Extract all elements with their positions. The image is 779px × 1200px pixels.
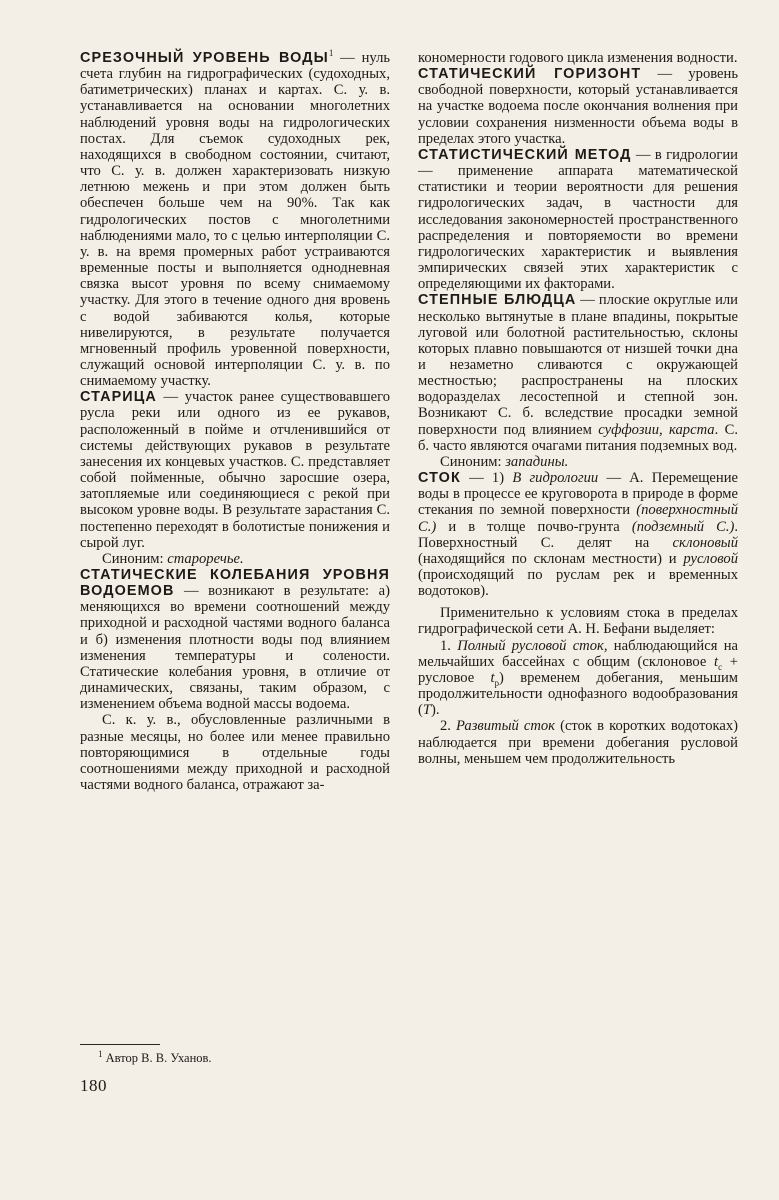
footnote-mark: 1 — [328, 48, 334, 59]
entry-body: (находящийся по склонам местности) и — [418, 550, 684, 567]
formula-subscript: с — [718, 661, 723, 672]
entry-staticheskie-kolebaniya — [80, 567, 390, 712]
formula-subscript: р — [494, 677, 500, 688]
entry-srezochnyi-uroven — [80, 50, 390, 389]
entry-statisticheskii-metod — [418, 147, 738, 292]
entry-body: нуль счета глубин на гидрографических (судоходных, батиметрических) планах и картах. С. у. в. устанавливается на основании многолетних наблюдений уровня воды на гидрологических постах. Для съемок судоходных рек, находящихся в свободном состоянии, считают, что С. у. в. должен характеризовать низкую летнюю межень и при этом должен быть обеспечен больше чем на 90%. Так как гидрологических постов с многолетними наблюдениями мало, то с целью интерполяции С. у. в. на время промерных работ устраиваются временные посты и выполняется однодневная связка высот уровня по всему снимаемому участку. Для этого в течение одного дня вровень с водой забиваются колья, которые нивелируются, в результате получается мгновенный профиль уровенной поверхности, служащий основой интерполяции С. у. в. по снимаемому участку. — [80, 50, 391, 390]
term-suffozia: суффозии — [598, 421, 659, 438]
footnote-text: Автор В. В. Уханов. — [102, 1051, 212, 1065]
sense-label: В гидрологии — [512, 470, 599, 487]
footnote — [98, 1048, 212, 1066]
headword: СТАТИЧЕСКИЕ КОЛЕБАНИЯ УРОВНЯ ВОДОЕМОВ — [80, 567, 390, 600]
right-column — [418, 50, 738, 767]
continuation-text: кономерности годового цикла изменения водности. — [418, 50, 738, 66]
list-term: Полный русловой сток, — [457, 637, 608, 654]
headword: СТАРИЦА — [80, 389, 157, 406]
list-number: 1. — [440, 637, 458, 654]
entry-body: наблюдающийся на мельчайших бассейнах с общим (склоновое — [418, 637, 739, 670]
entry-body: (происходящий по руслам рек и временных водотоков). — [418, 567, 738, 600]
entry-body: — в гидрологии — применение аппарата математической статистики и теории вероятности для решения гидрологических задач, в частности для исследования закономерностей пространственного распределения и повторяемости во времени гидрологических характеристик и выявления эмпирических связей этих характеристик с определяющими их факторами. — [418, 146, 738, 293]
entry-body: . С. б. часто являются очагами питания подземных вод. — [418, 421, 739, 454]
synonym-label: Синоним: — [440, 453, 506, 470]
formula-t: t — [490, 669, 495, 686]
entry-staritsa — [80, 389, 390, 551]
entry-body: — уровень свободной поверхности, который устанавливается на участке водоема после окончания волнения при условии сохранения низменности объема воды в пределах этого участка. — [418, 66, 739, 147]
headword: СТЕПНЫЕ БЛЮДЦА — [418, 292, 577, 309]
entry-paragraph: Применительно к условиям стока в пределах гидрографической сети А. Н. Бефани выделяет: — [418, 605, 738, 638]
term-channel: русловой — [683, 550, 738, 567]
separator: , — [659, 421, 670, 438]
entry-body: (сток в коротких водотоках) наблюдается при времени добегания русловой волны, меньшем чем продолжительность — [418, 718, 738, 767]
formula-T: T — [422, 702, 431, 719]
entry-body: — возникают в результате: а) меняющихся во времени соотношений между приходной и расходной частями водного баланса и б) изменения плотности воды под влиянием изменения температуры и солености. Статические колебания уровня, в отличие от динамических, связаны, таким образом, с изменением объема водной массы водоема. — [80, 583, 390, 713]
entry-body: . Поверхностный С. делят на — [418, 518, 738, 551]
entry-staticheskii-gorizont — [418, 66, 738, 147]
list-item-1 — [418, 638, 738, 719]
entry-body: и в толще почво-грунта — [436, 518, 632, 535]
entry-body: ). — [431, 702, 440, 719]
footnote-divider — [80, 1044, 160, 1045]
footnote-mark: 1 — [98, 1048, 103, 1059]
entry-stepnye-bludtsa — [418, 292, 738, 454]
entry-body: ) временем добегания, меньшим продолжительности однофазного водообразования ( — [418, 669, 738, 719]
headword: СТАТИЧЕСКИЙ ГОРИЗОНТ — [418, 66, 642, 83]
headword: СТАТИСТИЧЕСКИЙ МЕТОД — [418, 146, 632, 163]
headword: СТОК — [418, 470, 461, 487]
page-number: 180 — [80, 1076, 107, 1095]
dash: — — [333, 50, 362, 66]
formula-t: t — [714, 653, 719, 670]
list-number: 2. — [440, 718, 457, 735]
synonym-term: западины. — [505, 453, 569, 470]
entry-body: — участок ранее существовавшего русла реки или одного из ее рукавов, расположенный в пойме и отчленившийся от системы действующих рукавов в результате занесения их концевых участков. С. представляет собой пойменные, обычно заросшие озера, затопляемые или соединяющиеся с рекой при высоком уровне воды. В результате зарастания С. постепенно переходят в болотистые понижения и сырой луг. — [80, 389, 390, 551]
term-karst: карста — [669, 421, 715, 438]
term-slope: склоновый — [672, 534, 738, 551]
list-term: Развитый сток — [456, 718, 555, 735]
synonym-label: Синоним: — [102, 550, 168, 567]
synonym-term: староречье. — [167, 550, 244, 567]
entry-body: — А. Перемещение воды в процессе ее круговорота в природе в форме стекания по земной поверхности — [418, 470, 739, 519]
term-underground-runoff: (подземный С.) — [631, 518, 735, 535]
list-item-2 — [418, 718, 738, 766]
entry-body: — плоские округлые или несколько вытянутые в плане впадины, покрытые луговой или болотной растительностью, склоны которых плавно повышаются от низшей точки дна и незаметно сливаются с окружающей местностью; распространены на плоских водоразделах лесостепной и степной зон. Возникают С. б. вследствие просадки земной поверхности под влиянием — [418, 292, 738, 438]
synonym-line — [418, 454, 738, 470]
synonym-line — [80, 551, 390, 567]
left-column — [80, 50, 390, 793]
entry-stok — [418, 470, 738, 599]
sense-number: — 1) — [460, 470, 513, 487]
term-surface-runoff: (поверхностный С.) — [418, 502, 738, 535]
entry-paragraph: С. к. у. в., обусловленные различными в разные месяцы, но более или менее правильно повторяющимися в отдельные годы соотношениями между приходной и расходной частями водного баланса, отражают за- — [80, 712, 390, 794]
formula-plus: + русловое — [418, 653, 738, 686]
headword: СРЕЗОЧНЫЙ УРОВЕНЬ ВОДЫ — [80, 50, 329, 66]
